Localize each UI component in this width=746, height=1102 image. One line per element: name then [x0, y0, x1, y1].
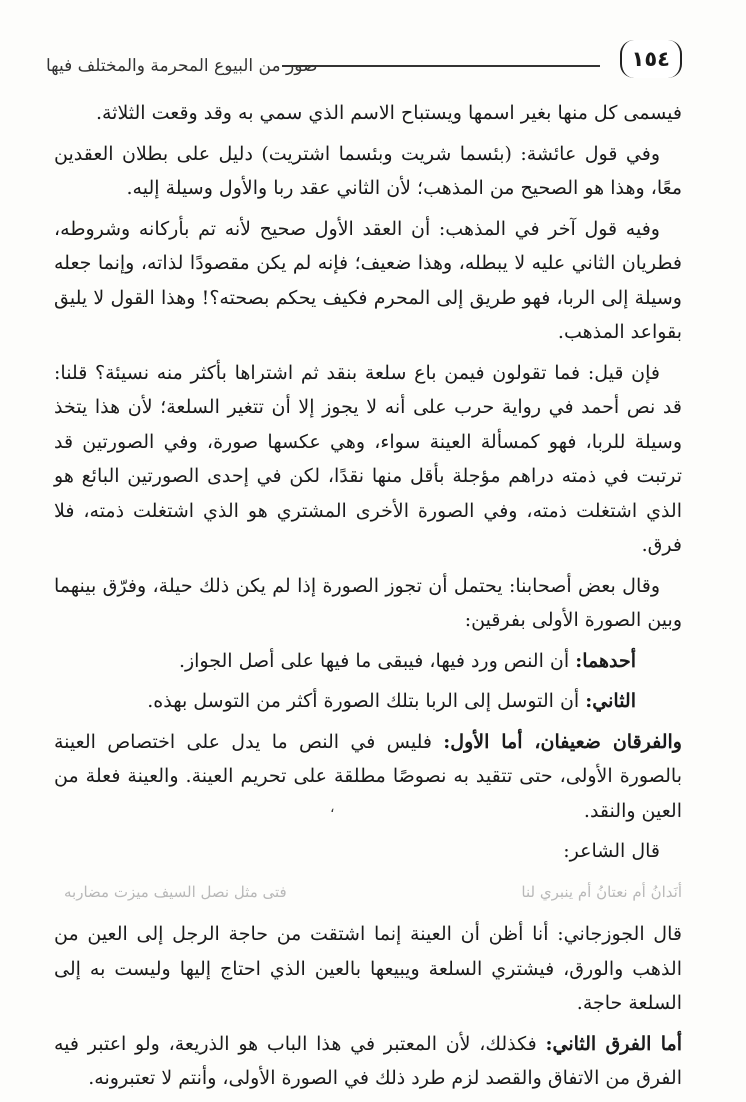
- poetry-verse: [54, 875, 682, 910]
- paragraph-text: أن التوسل إلى الربا بتلك الصورة أكثر من التوسل بهذه.: [147, 690, 586, 712]
- paragraph-text: فكذلك، لأن المعتبر في هذا الباب هو الذريعة، ولو اعتبر فيه الفرق من الاتفاق والقصد لزم طرد ذلك في الصورة الأولى، وأنتم لا تعتبرونه.: [54, 1032, 682, 1089]
- paragraph: [54, 684, 682, 719]
- verse-hemistich-2: فتى مثل نصل السيف ميزت مضاربه: [64, 882, 287, 901]
- bold-lead: أما الفرق الثاني:: [545, 1032, 683, 1055]
- header-rule: [282, 65, 600, 67]
- paragraph: فيسمى كل منها بغير اسمها ويستباح الاسم الذي سمي به وقد وقعت الثلاثة.: [95, 102, 682, 124]
- paragraph: وفي قول عائشة: (بئسما شريت وبئسما اشتريت) دليل على بطلان العقدين معًا، وهذا هو الصحيح من المذهب؛ لأن الثاني عقد ربا والأول وسيلة إليه.: [54, 142, 682, 199]
- verse-hemistich-1: أنَدانُ أم نعتانُ أم ينبري لنا: [521, 882, 682, 901]
- bold-lead: أحدهما:: [575, 649, 636, 672]
- page-header: [46, 40, 682, 84]
- paragraph: وقال بعض أصحابنا: يحتمل أن تجوز الصورة إذا لم يكن ذلك حيلة، وفرّق بينهما وبين الصورة الأولى بفرقين:: [54, 574, 682, 631]
- paragraph-text: أن النص ورد فيها، فيبقى ما فيها على أصل الجواز.: [178, 649, 576, 672]
- bold-lead: والفرقان ضعيفان، أما الأول:: [443, 730, 682, 753]
- body-text: [54, 96, 682, 1102]
- bold-lead: الثاني:: [585, 690, 636, 712]
- paragraph-text: فليس في النص ما يدل على اختصاص العينة بالصورة الأولى، حتى تتقيد به نصوصًا مطلقة على تحريم العينة. والعينة فعلة من العين والنقد.: [54, 730, 682, 822]
- paragraph: [54, 644, 682, 679]
- stray-mark: ،: [330, 800, 335, 816]
- paragraph: [54, 725, 682, 829]
- paragraph: [54, 1027, 682, 1096]
- running-title: صور من البيوع المحرمة والمختلف فيها: [46, 56, 318, 76]
- paragraph: قال الشاعر:: [563, 840, 660, 862]
- page-number: ١٥٤: [620, 40, 682, 78]
- paragraph: وفيه قول آخر في المذهب: أن العقد الأول صحيح لأنه تم بأركانه وشروطه، فطريان الثاني عليه لا يبطله، وهذا ضعيف؛ فإنه لم يكن مقصودًا لذاته، وإنما جعله وسيلة إلى الربا، فهو طريق إلى المحرم فكيف يحكم بصحته؟! وهذا القول لا يليق بقواعد المذهب.: [54, 217, 682, 343]
- paragraph: قال الجوزجاني: أنا أظن أن العينة إنما اشتقت من حاجة الرجل إلى العين من الذهب والورق، فيشتري السلعة ويبيعها بالعين الذي احتاج إليها وليست به إلى السلعة حاجة.: [54, 923, 682, 1014]
- paragraph: فإن قيل: فما تقولون فيمن باع سلعة بنقد ثم اشتراها بأكثر منه نسيئة؟ قلنا: قد نص أحمد في رواية حرب على أنه لا يجوز إلا أن تتغير السلعة؛ لأن هذا يتخذ وسيلة للربا، فهو كمسألة العينة سواء، وهي عكسها صورة، وفي الصورتين قد ترتبت في ذمته دراهم مؤجلة بأقل منها نقدًا، لكن في إحدى الصورتين البائع هو الذي اشتغلت ذمته، وفي الصورة الأخرى المشتري هو الذي اشتغلت ذمته، فلا فرق.: [54, 361, 682, 556]
